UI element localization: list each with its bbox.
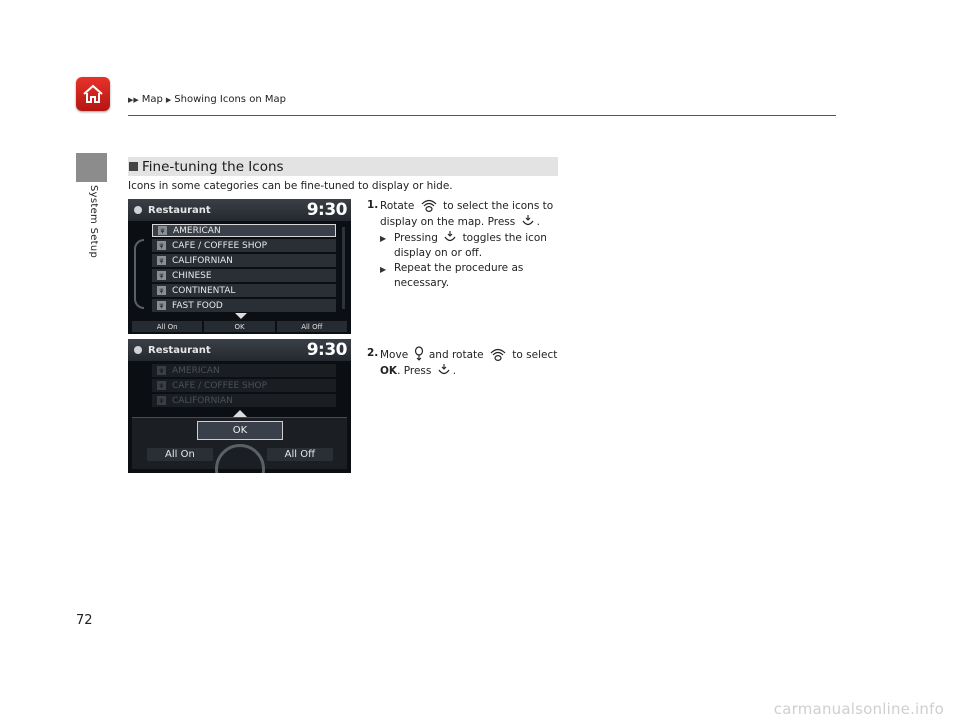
home-button[interactable] bbox=[76, 77, 110, 111]
side-tab-marker bbox=[76, 153, 107, 182]
list-item-fast-food[interactable]: ψ FAST FOOD bbox=[152, 299, 336, 312]
header-rule bbox=[128, 115, 836, 116]
step-1: 1. Rotate to select the icons to display on the map. Press . bbox=[367, 199, 554, 228]
restaurant-icon: ψ bbox=[157, 366, 166, 375]
all-on-button[interactable]: All On bbox=[132, 321, 202, 332]
list-item-cafe[interactable]: ψ CAFE / COFFEE SHOP bbox=[152, 379, 336, 392]
breadcrumb bbox=[128, 94, 286, 105]
interface-dial-rotate-icon bbox=[420, 198, 438, 212]
restaurant-icon: ψ bbox=[157, 381, 166, 390]
restaurant-icon: ψ bbox=[157, 286, 166, 295]
section-heading bbox=[128, 157, 558, 176]
section-bullet-icon bbox=[129, 162, 138, 171]
breadcrumb-arrow-icon: ▶▶ bbox=[128, 95, 139, 104]
screen-button-bar bbox=[147, 448, 333, 461]
note-arrow-icon: ▶ bbox=[380, 265, 387, 274]
interface-dial-press-icon bbox=[443, 230, 457, 244]
list-scrollbar bbox=[342, 227, 345, 309]
screen-header bbox=[128, 339, 351, 361]
screen-title: Restaurant bbox=[148, 204, 211, 216]
interface-dial-press-icon bbox=[437, 363, 451, 377]
step-2: 2. Move and rotate to select OK. Press . bbox=[367, 347, 558, 377]
breadcrumb-item-showing-icons[interactable]: Showing Icons on Map bbox=[174, 94, 286, 105]
screen-clock: 9:30 bbox=[306, 200, 347, 220]
back-icon bbox=[134, 206, 142, 214]
category-list bbox=[152, 224, 336, 314]
chevron-down-icon bbox=[235, 313, 247, 319]
screen-header bbox=[128, 199, 351, 221]
all-off-button[interactable]: All Off bbox=[267, 448, 333, 461]
screenshot-ok-selection bbox=[128, 339, 351, 473]
restaurant-icon: ψ bbox=[157, 396, 166, 405]
step-1-note-2: ▶ Repeat the procedure as necessary. bbox=[380, 262, 524, 289]
chevron-up-icon bbox=[233, 410, 247, 417]
restaurant-icon: ψ bbox=[157, 271, 166, 280]
screen-title: Restaurant bbox=[148, 344, 211, 356]
interface-dial-rotate-icon bbox=[489, 347, 507, 361]
screenshot-restaurant-list bbox=[128, 199, 351, 334]
procedure-steps bbox=[367, 198, 567, 379]
ok-button[interactable]: OK bbox=[197, 421, 283, 440]
restaurant-icon: ψ bbox=[157, 241, 166, 250]
screen-button-bar bbox=[132, 321, 347, 332]
breadcrumb-arrow-icon: ▶ bbox=[165, 95, 172, 104]
list-item-continental[interactable]: ψ CONTINENTAL bbox=[152, 284, 336, 297]
category-list bbox=[152, 364, 336, 409]
watermark: carmanualsonline.info bbox=[773, 700, 944, 718]
interface-dial-move-icon bbox=[414, 346, 424, 361]
all-on-button[interactable]: All On bbox=[147, 448, 213, 461]
ok-button[interactable]: OK bbox=[204, 321, 274, 332]
interface-dial-press-icon bbox=[521, 214, 535, 228]
list-item-californian[interactable]: ψ CALIFORNIAN bbox=[152, 394, 336, 407]
dial-bezel-graphic bbox=[134, 239, 144, 309]
breadcrumb-item-map[interactable]: Map bbox=[141, 94, 163, 105]
list-item-american[interactable]: ψ AMERICAN bbox=[152, 224, 336, 237]
list-item-american[interactable]: ψ AMERICAN bbox=[152, 364, 336, 377]
page-number: 72 bbox=[76, 613, 93, 628]
restaurant-icon: ψ bbox=[157, 256, 166, 265]
section-intro: Icons in some categories can be fine-tuned to display or hide. bbox=[128, 180, 453, 192]
side-tab-label: System Setup bbox=[88, 185, 99, 259]
list-item-chinese[interactable]: ψ CHINESE bbox=[152, 269, 336, 282]
list-item-cafe[interactable]: ψ CAFE / COFFEE SHOP bbox=[152, 239, 336, 252]
home-icon bbox=[80, 81, 106, 107]
bottom-panel bbox=[132, 417, 347, 469]
back-icon bbox=[134, 346, 142, 354]
restaurant-icon: ψ bbox=[157, 301, 166, 310]
all-off-button[interactable]: All Off bbox=[277, 321, 347, 332]
step-1-note-1: ▶ Pressing toggles the icon display on or off. bbox=[380, 232, 547, 259]
screen-clock: 9:30 bbox=[306, 340, 347, 360]
section-title: Fine-tuning the Icons bbox=[142, 158, 284, 175]
restaurant-icon: ψ bbox=[158, 226, 167, 235]
list-item-californian[interactable]: ψ CALIFORNIAN bbox=[152, 254, 336, 267]
note-arrow-icon: ▶ bbox=[380, 234, 387, 243]
